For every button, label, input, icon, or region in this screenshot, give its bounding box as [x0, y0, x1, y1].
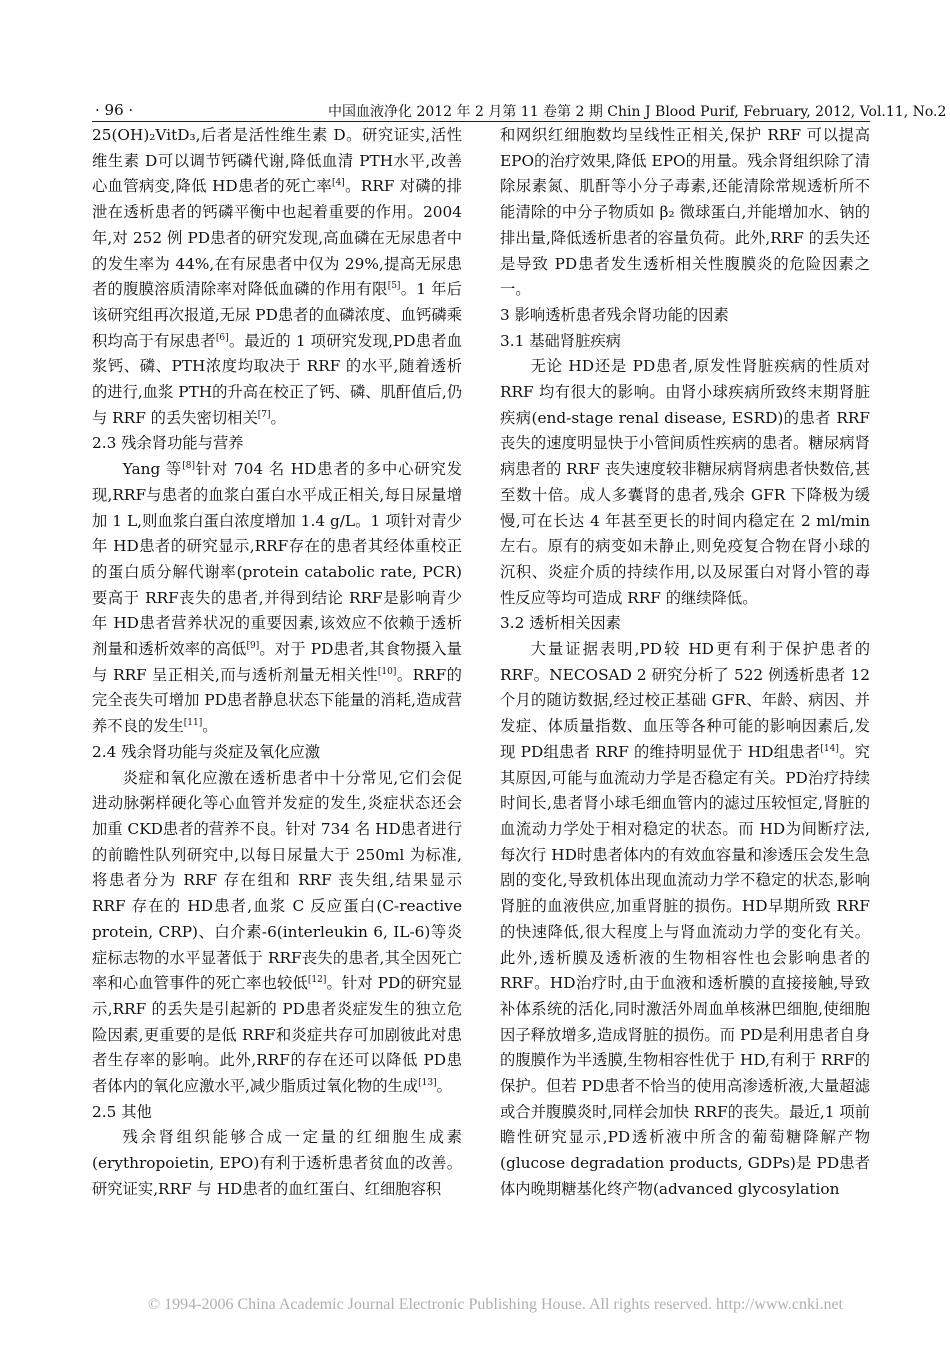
- paragraph: Yang 等[8]针对 704 名 HD患者的多中心研究发现,RRF与患者的血浆白蛋白水平成正相关,每日尿量增加 1 L,则血浆白蛋白浓度增加 1.4 g/L。1 项针对青少年 HD患者的研究显示,RRF存在的患者其经体重校正的蛋白质分解代谢率(protein catabolic rate, PCR)要高于 RRF丧失的患者,并得到结论 RRF是影响青少年 HD患者营养状况的重要因素,该效应不依赖于透析剂量和透析效率的高低[9]。对于 PD患者,其食物摄入量与 RRF 呈正相关,而与透析剂量无相关性[10]。RRF的完全丧失可增加 PD患者静息状态下能量的消耗,造成营养不良的发生[11]。: [92, 460, 463, 736]
- copyright-footer: © 1994-2006 China Academic Journal Electronic Publishing House. All rights reserved. http://www.cnki.net: [148, 1296, 843, 1313]
- section-heading-3-1: 3.1 基础肾脏疾病: [500, 331, 621, 350]
- page-number: · 96 ·: [95, 101, 134, 119]
- section-heading-2-5: 2.5 其他: [92, 1102, 152, 1121]
- paragraph: 大量证据表明,PD较 HD更有利于保护患者的 RRF。NECOSAD 2 研究分析了 522 例透析患者 12 个月的随访数据,经过校正基础 GFR、年龄、病因、并发症、体质量指数、血压等各种可能的影响因素后,发现 PD组患者 RRF 的维持明显优于 HD组患者[14]。究其原因,可能与血流动力学是否稳定有关。PD治疗持续时间长,患者肾小球毛细血管内的滤过压较恒定,肾脏的血流动力学处于相对稳定的状态。而 HD为间断疗法,每次行 HD时患者体内的有效血容量和渗透压会发生急剧的变化,导致机体出现血流动力学不稳定的状态,影响肾脏的血液供应,加重肾脏的损伤。HD早期所致 RRF的快速降低,很大程度上与肾血流动力学的变化有关。此外,透析膜及透析液的生物相容性也会影响患者的 RRF。HD治疗时,由于血液和透析膜的直接接触,导致补体系统的活化,同时激活外周血单核淋巴细胞,使细胞因子释放增多,造成肾脏的损伤。而 PD是利用患者自身的腹膜作为半透膜,生物相容性优于 HD,有利于 RRF的保护。但若 PD患者不恰当的使用高渗透析液,大量超滤或合并腹膜炎时,同样会加快 RRF的丧失。最近,1 项前瞻性研究显示,PD透析液中所含的葡萄糖降解产物(glucose degradation products, GDPs)是 PD患者体内晚期糖基化终产物(advanced glycosylation: [500, 640, 870, 1198]
- journal-header: 中国血液净化 2012 年 2 月第 11 卷第 2 期 Chin J Blood Purif, February, 2012, Vol.11, No.2: [328, 104, 947, 120]
- paragraph: 残余肾组织能够合成一定量的红细胞生成素(erythropoietin, EPO)有利于透析患者贫血的改善。研究证实,RRF 与 HD患者的血红蛋白、红细胞容积: [92, 1128, 462, 1198]
- paragraph: 炎症和氧化应激在透析患者中十分常见,它们会促进动脉粥样硬化等心血管并发症的发生,炎症状态还会加重 CKD患者的营养不良。针对 734 名 HD患者进行的前瞻性队列研究中,以每日尿量大于 250ml 为标准,将患者分为 RRF 存在组和 RRF 丧失组,结果显示 RRF 存在的 HD患者,血浆 C 反应蛋白(C-reactive protein, CRP)、白介素-6(interleukin 6, IL-6)等炎症标志物的水平显著低于 RRF丧失的患者,其全因死亡率和心血管事件的死亡率也较低[12]。针对 PD的研究显示,RRF 的丢失是引起新的 PD患者炎症发生的独立危险因素,更重要的是低 RRF和炎症共存可加剧彼此对患者生存率的影响。此外,RRF的存在还可以降低 PD患者体内的氧化应激水平,减少脂质过氧化物的生成[13]。: [92, 768, 462, 1096]
- right-column: [500, 123, 870, 1203]
- paragraph: 和网织红细胞数均呈线性正相关,保护 RRF 可以提高 EPO的治疗效果,降低 EPO的用量。残余肾组织除了清除尿素氮、肌酐等小分子毒素,还能清除常规透析所不能清除的中分子物质如 β₂ 微球蛋白,并能增加水、钠的排出量,降低透析患者的容量负荷。此外,RRF 的丢失还是导致 PD患者发生透析相关性腹膜炎的危险因素之一。: [500, 126, 870, 299]
- section-heading-2-3: 2.3 残余肾功能与营养: [92, 434, 244, 453]
- paragraph: 25(OH)₂VitD₃,后者是活性维生素 D。研究证实,活性维生素 D可以调节钙磷代谢,降低血清 PTH水平,改善心血管病变,降低 HD患者的死亡率[4]。RRF 对磷的排泄在透析患者的钙磷平衡中也起着重要的作用。2004 年,对 252 例 PD患者的研究发现,高血磷在无尿患者中的发生率为 44%,在有尿患者中仅为 29%,提高无尿患者的腹膜溶质清除率对降低血磷的作用有限[5]。1 年后该研究组再次报道,无尿 PD患者的血磷浓度、血钙磷乘积均高于有尿患者[6]。最近的 1 项研究发现,PD患者血浆钙、磷、PTH浓度均取决于 RRF 的水平,随着透析的进行,血浆 PTH的升高在校正了钙、磷、肌酐值后,仍与 RRF 的丢失密切相关[7]。: [92, 126, 462, 427]
- paragraph: 无论 HD还是 PD患者,原发性肾脏疾病的性质对 RRF 均有很大的影响。由肾小球疾病所致终末期肾脏疾病(end-stage renal disease, ESRD)的患者 RRF丧失的速度明显快于小管间质性疾病的患者。糖尿病肾病患者的 RRF 丧失速度较非糖尿病肾病患者快数倍,甚至数十倍。成人多囊肾的患者,残余 GFR 下降极为缓慢,可在长达 4 年甚至更长的时间内稳定在 2 ml/min 左右。原有的病变如未静止,则免疫复合物在肾小球的沉积、炎症介质的持续作用,以及尿蛋白对肾小管的毒性反应等均可造成 RRF 的继续降低。: [500, 357, 870, 607]
- section-heading-3-2: 3.2 透析相关因素: [500, 614, 621, 633]
- section-heading-3: 3 影响透析患者残余肾功能的因素: [500, 305, 729, 324]
- left-column: [92, 123, 462, 1203]
- section-heading-2-4: 2.4 残余肾功能与炎症及氧化应激: [92, 742, 321, 761]
- header-divider: [92, 121, 870, 122]
